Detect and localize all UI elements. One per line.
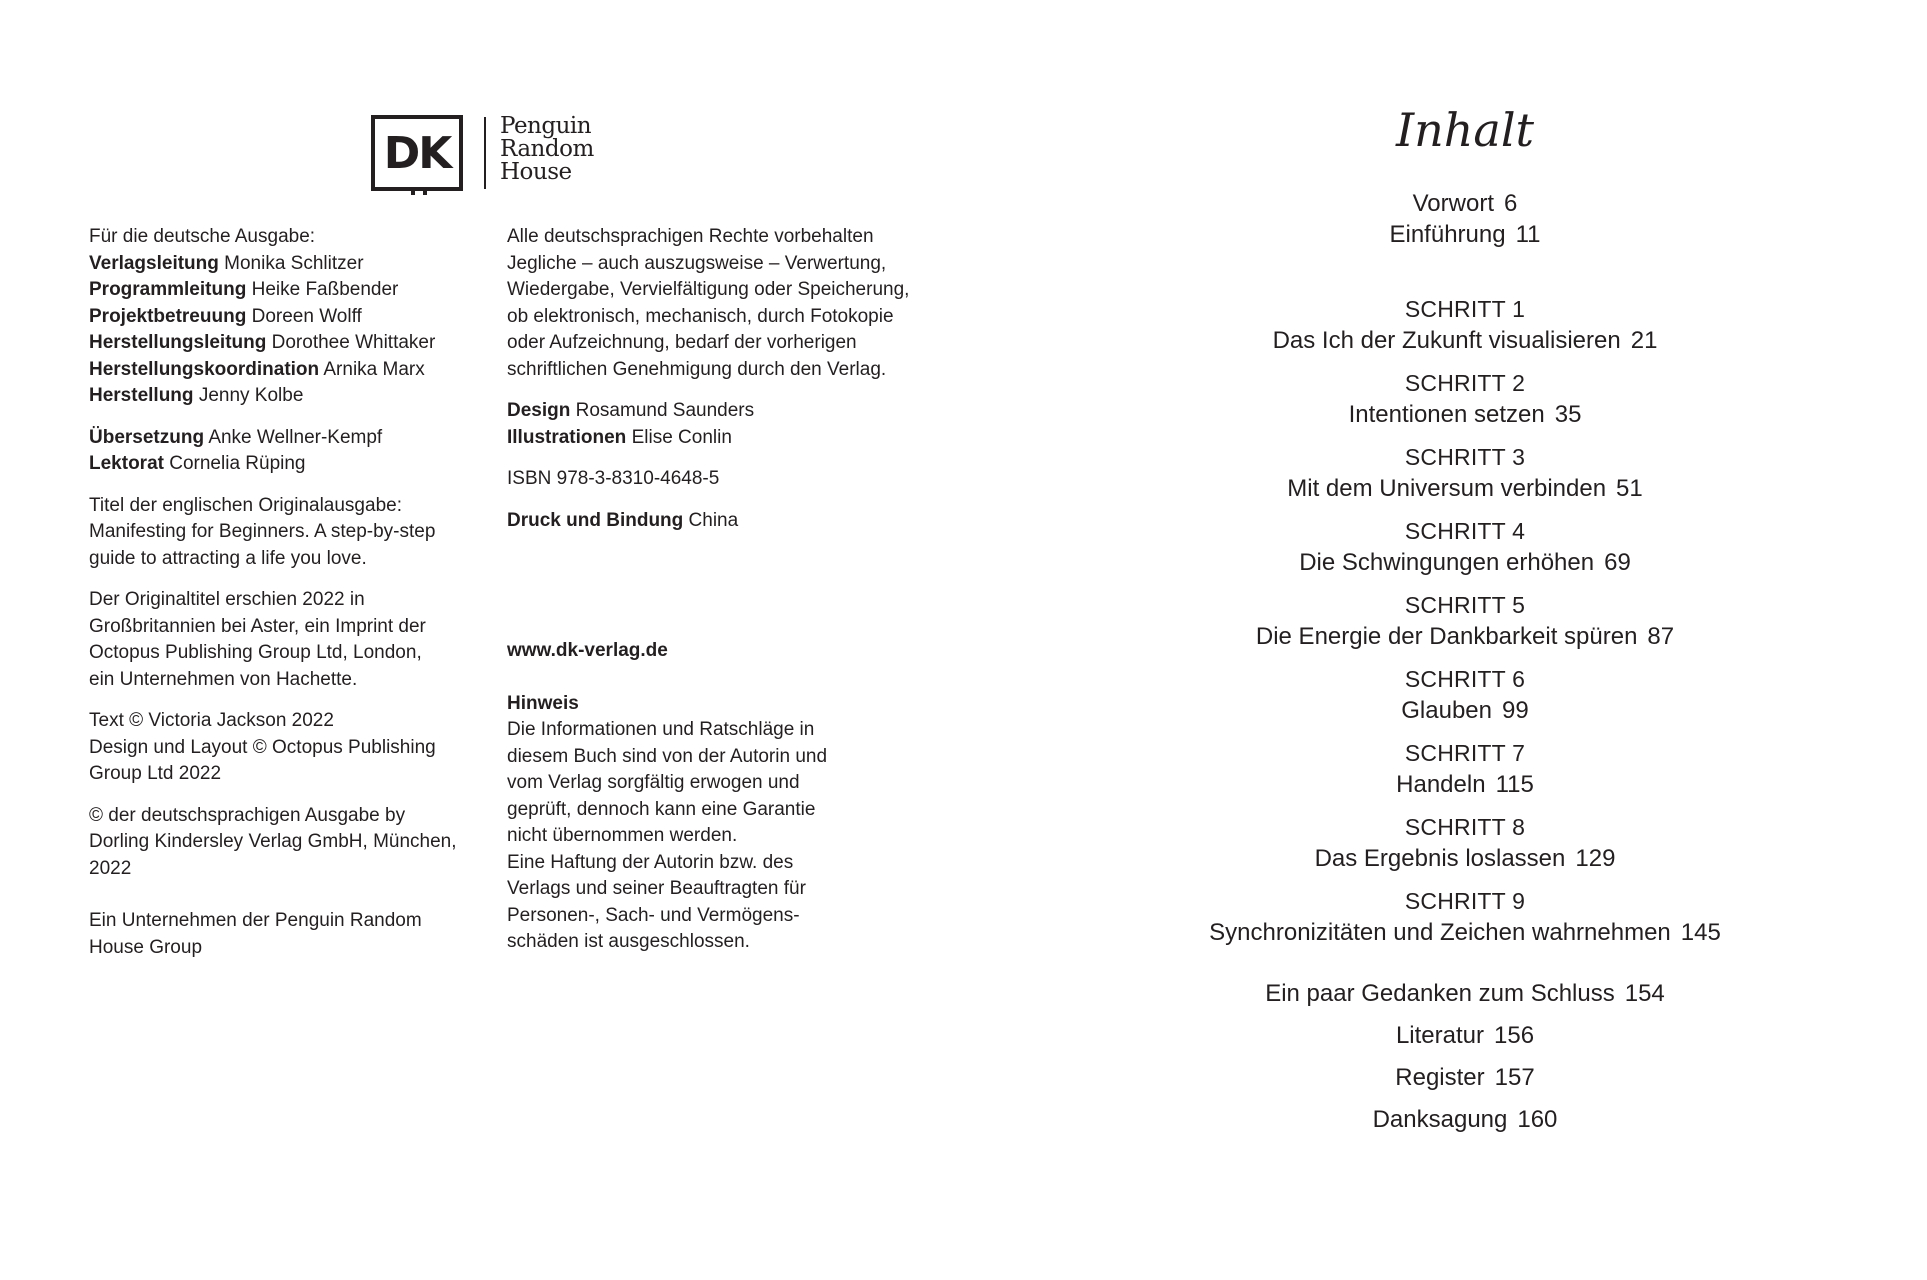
text-line: geprüft, dennoch kann eine Garantie (507, 798, 816, 820)
credit-role: Design (507, 400, 571, 421)
text-line: Alle deutschsprachigen Rechte vorbehalten (507, 226, 874, 247)
text-line: Die Informationen und Ratschläge in (507, 719, 815, 740)
print-credits (507, 508, 927, 535)
credit-name: Heike Faßbender (251, 279, 399, 300)
toc-page-number: 51 (1616, 475, 1643, 502)
toc-step-2[interactable] (1160, 368, 1770, 430)
credit-role: Herstellungsleitung (89, 332, 267, 353)
toc-page-number: 99 (1502, 697, 1529, 724)
toc-step-9[interactable] (1160, 886, 1770, 948)
credit-role: Programmleitung (89, 279, 247, 300)
publisher-line: House (500, 159, 572, 185)
credits-block (89, 224, 489, 410)
text-line: nicht übernommen werden. (507, 825, 738, 846)
text-line: schriftlichen Genehmigung durch den Verlag. (507, 358, 887, 380)
toc-page-number: 21 (1630, 327, 1658, 354)
text-line: guide to attracting a life you love. (89, 547, 367, 569)
toc-page-number: 145 (1680, 919, 1721, 946)
text-line: Wiedergabe, Vervielfältigung oder Speicherung, (507, 279, 910, 300)
toc-entry-literatur[interactable] (1160, 1020, 1770, 1051)
step-label: SCHRITT 5 (1404, 592, 1526, 618)
toc-page-number: 35 (1554, 401, 1582, 428)
credit-name: Doreen Wolff (251, 305, 362, 327)
toc-entry-vorwort[interactable] (1160, 188, 1770, 219)
toc-entry-label: Literatur (1395, 1022, 1484, 1049)
toc-entry-label: Das Ich der Zukunft visualisieren (1272, 327, 1621, 354)
table-of-contents (1160, 100, 1770, 1146)
toc-entry-label: Intentionen setzen (1348, 401, 1545, 428)
credit-role: Herstellung (89, 385, 194, 406)
text-line: schäden ist ausgeschlossen. (507, 931, 750, 952)
text-line: Großbritannien bei Aster, ein Imprint der (89, 615, 426, 637)
toc-entry-label: Die Energie der Dankbarkeit spüren (1255, 623, 1638, 650)
credit-name: Arnika Marx (323, 358, 425, 380)
toc-step-4[interactable] (1160, 516, 1770, 578)
edition-intro: Für die deutsche Ausgabe: (89, 226, 316, 247)
text-line: diesem Buch sind von der Autorin und (507, 745, 828, 767)
toc-entry-register[interactable] (1160, 1062, 1770, 1093)
step-label: SCHRITT 9 (1404, 888, 1526, 914)
logo-divider (484, 117, 486, 189)
toc-page-number: 115 (1495, 771, 1534, 798)
publisher-line: Penguin (500, 113, 592, 139)
text-line: vom Verlag sorgfältig erwogen und (507, 772, 800, 793)
text-line: Jegliche – auch auszugsweise – Verwertung, (507, 252, 887, 274)
credit-name: Anke Wellner-Kempf (208, 426, 383, 448)
publisher-logo (371, 115, 611, 195)
isbn: ISBN 978-3-8310-4648-5 (507, 468, 720, 489)
disclaimer (507, 691, 927, 956)
toc-back-matter (1160, 978, 1770, 1135)
credit-role: Herstellungskoordination (89, 358, 320, 380)
credit-role: Druck und Bindung (507, 509, 684, 531)
toc-entry-label: Register (1395, 1064, 1485, 1091)
toc-entry-einfuehrung[interactable] (1160, 219, 1770, 250)
credit-name: Monika Schlitzer (224, 252, 364, 274)
toc-step-3[interactable] (1160, 442, 1770, 504)
original-title (89, 493, 489, 573)
step-label: SCHRITT 2 (1404, 370, 1526, 396)
toc-step-8[interactable] (1160, 812, 1770, 874)
text-line: Octopus Publishing Group Ltd, London, (89, 642, 422, 663)
toc-step-7[interactable] (1160, 738, 1770, 800)
translation-credits (89, 425, 489, 478)
step-label: SCHRITT 8 (1404, 814, 1526, 840)
german-copyright (89, 803, 489, 883)
text-line: 2022 (89, 857, 132, 879)
design-credits (507, 398, 927, 451)
penguin-random-house-wordmark (500, 115, 594, 184)
credit-name: Jenny Kolbe (198, 385, 304, 406)
toc-entry-label: Danksagung (1372, 1106, 1508, 1133)
notice-heading: Hinweis (507, 692, 579, 714)
text-line: Group Ltd 2022 (89, 763, 222, 784)
text-line: House Group (89, 936, 203, 958)
publisher-line: Random (500, 136, 594, 162)
toc-page-number: 87 (1647, 623, 1675, 650)
rights-notice (507, 224, 927, 383)
toc-entry-label: Vorwort (1412, 190, 1494, 217)
toc-entry-label: Glauben (1401, 697, 1493, 724)
toc-page-number: 129 (1575, 845, 1616, 872)
credit-role: Illustrationen (507, 426, 627, 448)
toc-page-number: 160 (1517, 1106, 1558, 1133)
step-label: SCHRITT 7 (1404, 740, 1526, 766)
toc-page-number: 6 (1504, 190, 1518, 217)
toc-entry-danksagung[interactable] (1160, 1104, 1770, 1135)
toc-page-number: 154 (1624, 980, 1665, 1007)
toc-page-number: 11 (1515, 221, 1541, 248)
dk-logo-mark: DK (371, 115, 463, 191)
toc-entry-label: Ein paar Gedanken zum Schluss (1265, 980, 1615, 1007)
text-line: Der Originaltitel erschien 2022 in (89, 589, 365, 610)
imprint-middle-column (507, 224, 927, 971)
text-line: Manifesting for Beginners. A step-by-step (89, 521, 436, 542)
toc-entry-label: Einführung (1389, 221, 1506, 248)
toc-entry-schluss[interactable] (1160, 978, 1770, 1009)
credit-role: Lektorat (89, 453, 164, 474)
website-link[interactable]: www.dk-verlag.de (507, 640, 668, 661)
toc-steps (1160, 294, 1770, 948)
credit-role: Projektbetreuung (89, 305, 247, 327)
toc-step-6[interactable] (1160, 664, 1770, 726)
step-label: SCHRITT 3 (1404, 444, 1526, 470)
text-line: © der deutschsprachigen Ausgabe by (89, 804, 406, 826)
text-line: Design und Layout © Octopus Publishing (89, 736, 436, 758)
toc-entry-label: Handeln (1396, 771, 1486, 798)
toc-entry-label: Die Schwingungen erhöhen (1299, 549, 1595, 576)
credit-role: Übersetzung (89, 426, 205, 448)
group-note (89, 908, 489, 961)
text-line: ein Unternehmen von Hachette. (89, 668, 358, 690)
original-publication (89, 587, 489, 693)
toc-page-number: 156 (1494, 1022, 1535, 1049)
text-line: Verlags und seiner Beauftragten für (507, 878, 806, 899)
text-line: Eine Haftung der Autorin bzw. des (507, 851, 794, 873)
toc-step-1[interactable] (1160, 294, 1770, 356)
text-line: Dorling Kindersley Verlag GmbH, München, (89, 831, 457, 852)
toc-front-matter (1160, 188, 1770, 250)
credit-name: China (688, 509, 739, 531)
credit-name: Cornelia Rüping (169, 453, 306, 474)
text-line: Titel der englischen Originalausgabe: (89, 494, 402, 516)
credit-name: Rosamund Saunders (575, 400, 755, 421)
toc-title: Inhalt (1395, 103, 1535, 157)
text-line: Ein Unternehmen der Penguin Random (89, 910, 422, 931)
toc-entry-label: Das Ergebnis loslassen (1314, 845, 1566, 872)
copyright (89, 708, 489, 788)
toc-page-number: 69 (1604, 549, 1631, 576)
credit-name: Dorothee Whittaker (271, 332, 436, 353)
text-line: Text © Victoria Jackson 2022 (89, 710, 334, 731)
step-label: SCHRITT 1 (1404, 296, 1526, 322)
toc-page-number: 157 (1494, 1064, 1535, 1091)
step-label: SCHRITT 4 (1404, 518, 1526, 544)
text-line: oder Aufzeichnung, bedarf der vorherigen (507, 332, 857, 353)
credit-role: Verlagsleitung (89, 252, 219, 274)
toc-entry-label: Mit dem Universum verbinden (1287, 475, 1607, 502)
credit-name: Elise Conlin (631, 426, 732, 448)
toc-entry-label: Synchronizitäten und Zeichen wahrnehmen (1209, 919, 1671, 946)
text-line: ob elektronisch, mechanisch, durch Fotokopie (507, 305, 894, 327)
step-label: SCHRITT 6 (1404, 666, 1526, 692)
text-line: Personen-, Sach- und Vermögens- (507, 904, 800, 926)
toc-step-5[interactable] (1160, 590, 1770, 652)
imprint-left-column (89, 224, 489, 976)
